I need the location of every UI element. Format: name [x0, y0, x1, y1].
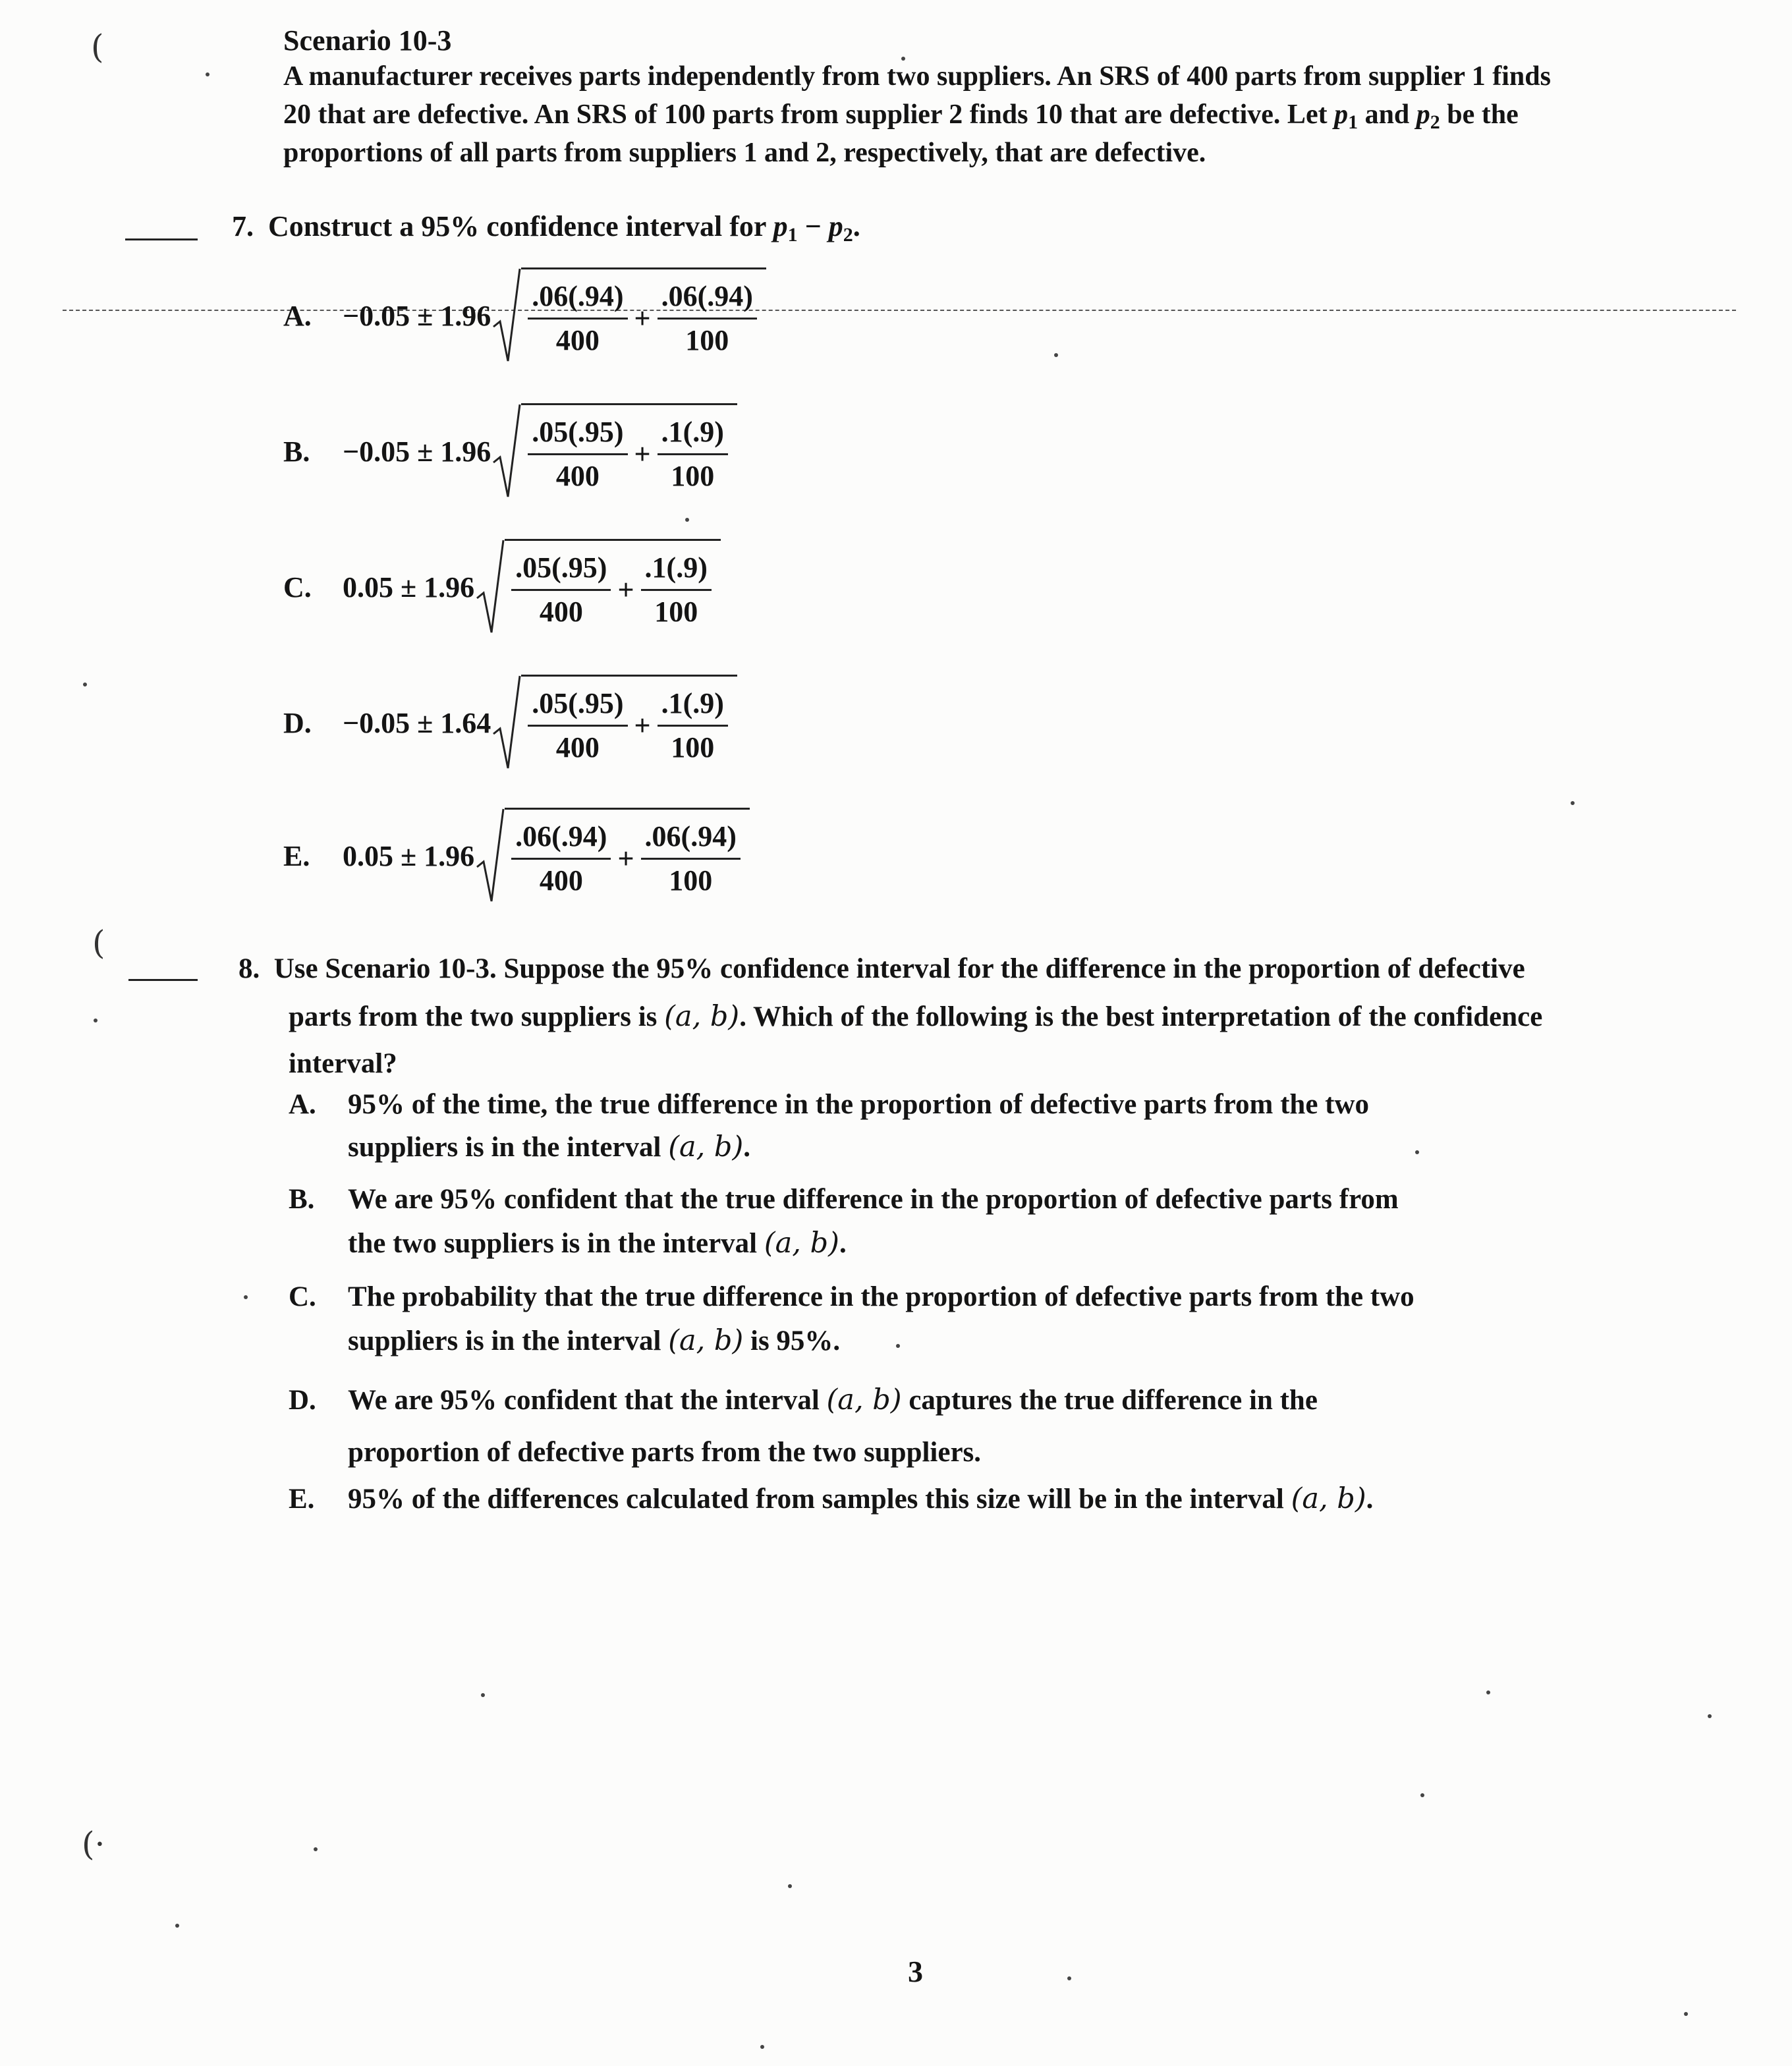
choice-center: −0.05 ± 1.96 [343, 299, 491, 332]
page-number: 3 [908, 1955, 923, 1988]
q7-choice-c[interactable] [283, 538, 721, 636]
scan-speck [1415, 1150, 1419, 1154]
sqrt-expression: $\frac{.05(.95)}{400}$ + $\frac{.1(.9)}{100}$ [492, 402, 737, 501]
scan-speck [788, 1884, 792, 1888]
scan-speck [1486, 1690, 1490, 1694]
sqrt-expression: $\frac{.05(.95)}{400}$ + $\frac{.1(.9)}{100}$ [492, 673, 737, 772]
question-8-line-3: interval? [289, 1048, 397, 1079]
scan-speck [94, 1019, 98, 1022]
scan-speck [206, 72, 210, 76]
sqrt-expression: $\frac{.05(.95)}{400}$ + $\frac{.1(.9)}{100}$ [476, 538, 721, 636]
scan-speck [1684, 2012, 1688, 2016]
choice-center: −0.05 ± 1.96 [343, 435, 491, 468]
q7-choice-e[interactable] [283, 806, 750, 905]
scan-speck [1571, 801, 1575, 805]
scan-speck [896, 1344, 900, 1348]
scenario-title: Scenario 10-3 [283, 24, 452, 57]
choice-letter: B. [283, 435, 310, 468]
scenario-line-3: proportions of all parts from suppliers 1 and 2, respectively, that are defective. [283, 138, 1206, 168]
q8-choice-d[interactable]: D. We are 95% confident that the interval (a, b) captures the true difference in the [289, 1383, 1318, 1416]
scan-speck [901, 57, 905, 61]
scan-speck [314, 1847, 318, 1851]
q8-choice-c[interactable]: C. The probability that the true difference in the proportion of defective parts from the two [289, 1281, 1414, 1312]
q8-choice-b-line-2: the two suppliers is in the interval (a, b). [348, 1227, 847, 1260]
scan-speck [760, 2045, 764, 2049]
binder-mark: (· [82, 1825, 105, 1863]
q7-choice-d[interactable] [283, 673, 737, 772]
q8-choice-a-line-2: suppliers is in the interval (a, b). [348, 1131, 750, 1163]
choice-letter: E. [283, 839, 310, 872]
scan-speck [685, 518, 689, 522]
binder-mark: ( [92, 924, 105, 962]
scan-speck [1420, 1793, 1424, 1797]
scan-speck [1708, 1714, 1712, 1718]
scenario-line-1: A manufacturer receives parts independently from two suppliers. An SRS of 400 parts from supplier 1 finds [283, 61, 1551, 92]
scan-speck [244, 1295, 248, 1299]
radical-sign-icon [476, 806, 505, 905]
radical-sign-icon [492, 673, 521, 772]
q8-choice-d-line-2: proportion of defective parts from the two suppliers. [348, 1437, 982, 1468]
scan-speck [83, 683, 87, 686]
question-7: 7. Construct a 95% confidence interval for $p_1 - p_2$. [232, 210, 860, 246]
sqrt-expression: $\frac{.06(.94)}{400}$ + $\frac{.06(.94)}{100}$ [476, 806, 750, 905]
q8-choice-c-line-2: suppliers is in the interval (a, b) is 95%. [348, 1324, 841, 1357]
scan-speck [1067, 1976, 1071, 1980]
q7-choice-b[interactable] [283, 402, 737, 501]
radical-sign-icon [476, 538, 505, 636]
choice-center: 0.05 ± 1.96 [343, 839, 475, 872]
choice-letter: A. [283, 299, 312, 332]
sqrt-expression: $\frac{.06(.94)}{400}$ + $\frac{.06(.94)}{100}$ [492, 266, 766, 365]
choice-letter: C. [283, 571, 312, 603]
q8-choice-e[interactable]: E. 95% of the differences calculated from samples this size will be in the interval (a, b). [289, 1482, 1374, 1515]
scan-speck [175, 1924, 179, 1928]
scan-speck [1054, 353, 1058, 357]
q8-choice-a[interactable]: A. 95% of the time, the true difference in the proportion of defective parts from the two [289, 1089, 1370, 1120]
choice-center: −0.05 ± 1.64 [343, 706, 491, 739]
q7-choice-a[interactable] [283, 266, 766, 365]
question-8-line-2: parts from the two suppliers is (a, b). Which of the following is the best interpretation of the confidence [289, 1000, 1543, 1033]
choice-letter: D. [283, 706, 312, 739]
choice-center: 0.05 ± 1.96 [343, 571, 475, 603]
q8-choice-b[interactable]: B. We are 95% confident that the true difference in the proportion of defective parts from [289, 1184, 1399, 1215]
scan-speck [481, 1693, 485, 1697]
scenario-line-2: 20 that are defective. An SRS of 100 parts from supplier 2 finds 10 that are defective. Let $p_1$ and $p_2$ be the [283, 99, 1519, 133]
answer-blank-q8[interactable] [128, 979, 198, 981]
radical-sign-icon [492, 266, 521, 365]
question-8-line-1: 8. Use Scenario 10-3. Suppose the 95% confidence interval for the difference in the proportion of defective [238, 953, 1525, 984]
binder-mark: ( [91, 28, 104, 66]
radical-sign-icon [492, 402, 521, 501]
answer-blank-q7[interactable] [125, 238, 198, 240]
